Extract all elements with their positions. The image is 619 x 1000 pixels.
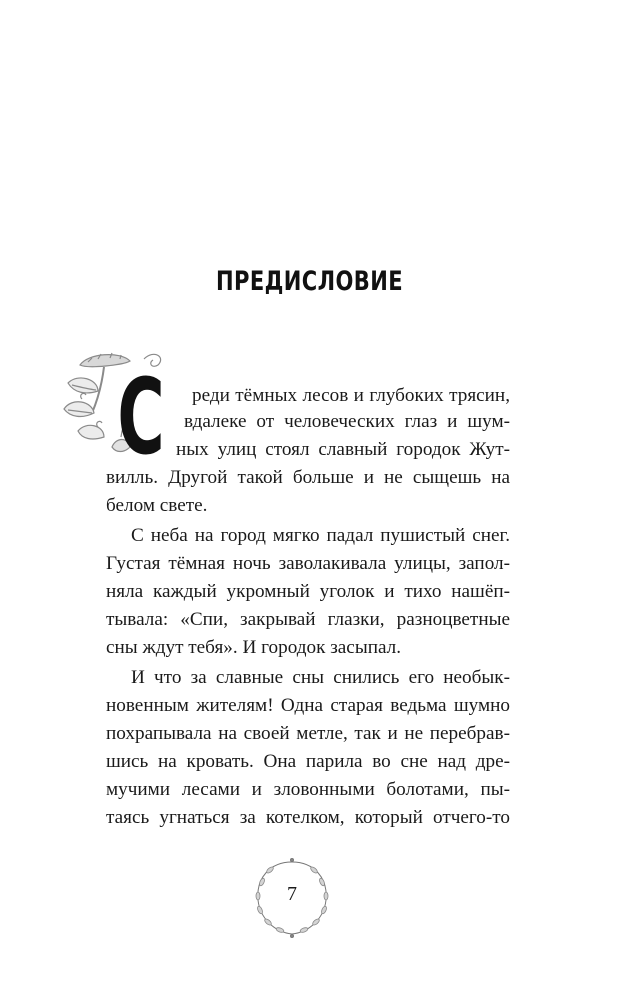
text-line: няла каждый укромный уголок и тихо нашёп-	[106, 581, 510, 602]
text-line: сны ждут тебя». И городок засыпал.	[106, 637, 402, 658]
text-line: ных улиц стоял славный городок Жут-	[176, 439, 510, 460]
text-line: реди тёмных лесов и глубоких трясин,	[192, 385, 510, 406]
page-number: 7	[287, 883, 297, 905]
text-line: вдалеке от человеческих глаз и шум-	[184, 411, 510, 432]
text-line: мучими лесами и зловонными болотами, пы-	[106, 779, 510, 800]
chapter-title: ПРЕДИСЛОВИЕ	[215, 266, 404, 297]
text-line: шись на кровать. Она парила во сне над дре-	[106, 751, 510, 772]
text-line: похрапывала на своей метле, так и не перебрав-	[106, 723, 510, 744]
text-line: белом свете.	[106, 495, 208, 516]
drop-cap-letter: С	[117, 358, 165, 461]
text-line: таясь угнаться за котелком, который отчего-то	[106, 807, 510, 828]
text-line: И что за славные сны снились его необык-	[131, 667, 510, 688]
text-line: вилль. Другой такой больше и не сыщешь на	[106, 467, 510, 488]
text-line: тывала: «Спи, закрывай глазки, разноцветные	[106, 609, 510, 630]
text-line: Густая тёмная ночь заволакивала улицы, запол-	[106, 553, 510, 574]
text-line: С неба на город мягко падал пушистый снег.	[131, 525, 510, 546]
text-line: новенным жителям! Одна старая ведьма шумно	[106, 695, 510, 716]
drop-cap-ornament	[58, 343, 176, 461]
